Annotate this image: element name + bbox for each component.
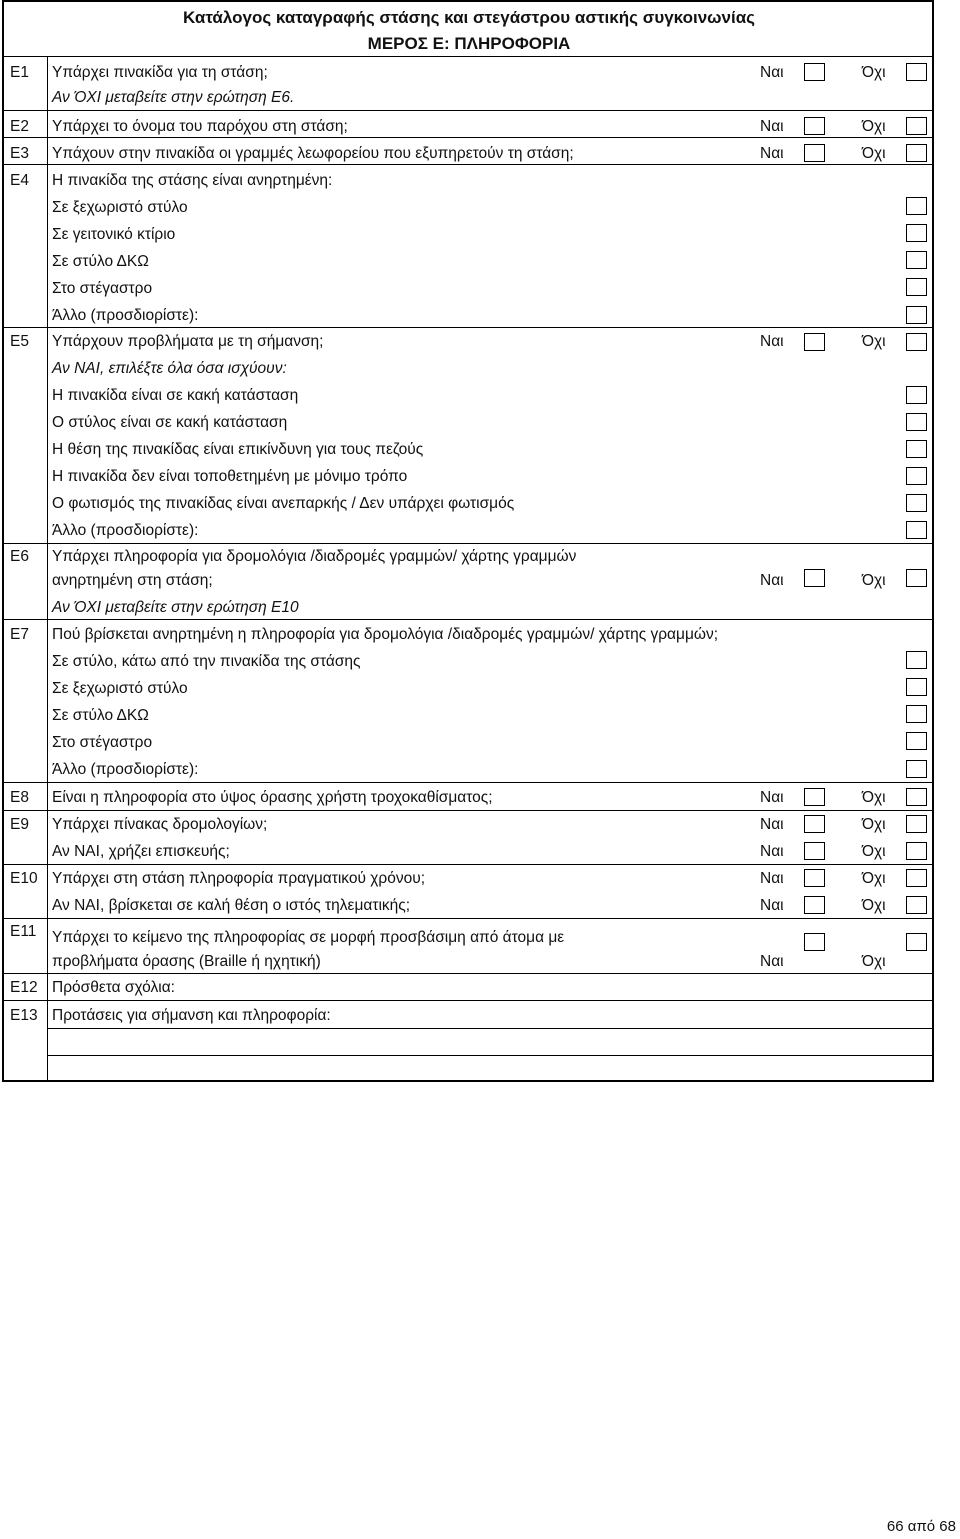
code-e7: Ε7 [10, 626, 29, 643]
e5-option: Ο στύλος είναι σε κακή κατάσταση [52, 414, 288, 431]
e5-option-checkbox[interactable] [906, 467, 927, 485]
form-title: Κατάλογος καταγραφής στάσης και στεγάστρου αστικής συγκοινωνίας [182, 8, 755, 27]
survey-form [2, 0, 934, 1082]
e4-option: Σε στύλο ΔΚΩ [52, 253, 149, 270]
e5-option: Η πινακίδα δεν είναι τοποθετημένη με μόνιμο τρόπο [52, 468, 408, 485]
question-e10-sub: Αν ΝΑΙ, βρίσκεται σε καλή θέση ο ιστός τηλεματικής; [52, 897, 411, 914]
code-e10: Ε10 [10, 870, 38, 887]
e6-note: Αν ΌΧΙ μεταβείτε στην ερώτηση Ε10 [52, 599, 299, 616]
e9-sub-no-checkbox[interactable] [906, 842, 927, 860]
e3-no-checkbox[interactable] [906, 144, 927, 162]
question-e6-line1: Υπάρχει πληροφορία για δρομολόγια /διαδρομές γραμμών/ χάρτης γραμμών [52, 548, 577, 565]
question-e2: Υπάρχει το όνομα του παρόχου στη στάση; [52, 118, 348, 135]
no-label: Όχι [862, 118, 886, 135]
e9-no-checkbox[interactable] [906, 815, 927, 833]
code-e4: Ε4 [10, 172, 29, 189]
e5-option: Η πινακίδα είναι σε κακή κατάσταση [52, 387, 299, 404]
row-divider [4, 810, 934, 811]
column-divider [47, 56, 48, 1082]
e3-yes-checkbox[interactable] [804, 144, 825, 162]
question-e4: Η πινακίδα της στάσης είναι ανηρτημένη: [52, 172, 333, 189]
e6-no-checkbox[interactable] [906, 569, 927, 587]
code-e1: Ε1 [10, 64, 29, 81]
e4-option: Σε ξεχωριστό στύλο [52, 199, 188, 216]
row-divider [4, 1000, 934, 1001]
e1-yes-checkbox[interactable] [804, 63, 825, 81]
question-e5: Υπάρχουν προβλήματα με τη σήμανση; [52, 333, 324, 350]
no-label: Όχι [862, 816, 886, 833]
section-title: ΜΕΡΟΣ Ε: ΠΛΗΡΟΦΟΡΙΑ [367, 34, 571, 53]
e4-option-checkbox[interactable] [906, 278, 927, 296]
e8-yes-checkbox[interactable] [804, 788, 825, 806]
e2-yes-checkbox[interactable] [804, 117, 825, 135]
question-e3: Υπάχουν στην πινακίδα οι γραμμές λεωφορείου που εξυπηρετούν τη στάση; [52, 145, 574, 162]
yes-label: Ναι [760, 789, 784, 806]
row-divider [4, 864, 934, 865]
yes-label: Ναι [760, 897, 784, 914]
page-number: 66 από 68 [886, 1518, 956, 1535]
no-label: Όχι [862, 953, 886, 970]
e4-option: Σε γειτονικό κτίριο [52, 226, 176, 243]
e9-yes-checkbox[interactable] [804, 815, 825, 833]
code-e11: Ε11 [10, 923, 37, 940]
yes-label: Ναι [760, 333, 784, 350]
code-e8: Ε8 [10, 789, 29, 806]
row-divider [4, 327, 934, 328]
e10-sub-no-checkbox[interactable] [906, 896, 927, 914]
row-divider [4, 973, 934, 974]
e7-option-checkbox[interactable] [906, 705, 927, 723]
code-e2: Ε2 [10, 118, 29, 135]
yes-label: Ναι [760, 572, 784, 589]
suggestions-line-1[interactable] [48, 1029, 934, 1055]
e1-no-checkbox[interactable] [906, 63, 927, 81]
e8-no-checkbox[interactable] [906, 788, 927, 806]
e5-option-other-checkbox[interactable] [906, 521, 927, 539]
e6-yes-checkbox[interactable] [804, 569, 825, 587]
e7-option-other: Άλλο (προσδιορίστε): [52, 761, 199, 778]
e9-sub-yes-checkbox[interactable] [804, 842, 825, 860]
question-e1: Υπάρχει πινακίδα για τη στάση; [52, 64, 268, 81]
yes-label: Ναι [760, 843, 784, 860]
question-e7: Πού βρίσκεται ανηρτημένη η πληροφορία για δρομολόγια /διαδρομές γραμμών/ χάρτης γραμμών; [52, 626, 719, 643]
e5-note: Αν ΝΑΙ, επιλέξτε όλα όσα ισχύουν: [52, 360, 287, 377]
code-e5: Ε5 [10, 333, 29, 350]
question-e11-line1: Υπάρχει το κείμενο της πληροφορίας σε μορφή προσβάσιμη από άτομα με [52, 929, 565, 946]
no-label: Όχι [862, 572, 886, 589]
e10-no-checkbox[interactable] [906, 869, 927, 887]
no-label: Όχι [862, 64, 886, 81]
row-divider [4, 782, 934, 783]
e4-option-checkbox[interactable] [906, 197, 927, 215]
e5-option-checkbox[interactable] [906, 440, 927, 458]
question-e8: Είναι η πληροφορία στο ύψος όρασης χρήστη τροχοκαθίσματος; [52, 789, 493, 806]
yes-label: Ναι [760, 64, 784, 81]
e5-yes-checkbox[interactable] [804, 333, 825, 351]
e5-option-checkbox[interactable] [906, 413, 927, 431]
e11-yes-checkbox[interactable] [804, 933, 825, 951]
row-divider [4, 543, 934, 544]
row-divider [4, 164, 934, 165]
no-label: Όχι [862, 789, 886, 806]
no-label: Όχι [862, 897, 886, 914]
question-e11-line2: προβλήματα όρασης (Braille ή ηχητική) [52, 953, 321, 970]
row-divider [4, 137, 934, 138]
no-label: Όχι [862, 333, 886, 350]
row-divider [4, 918, 934, 919]
e10-yes-checkbox[interactable] [804, 869, 825, 887]
e5-option-other: Άλλο (προσδιορίστε): [52, 522, 199, 539]
code-e13: Ε13 [10, 1007, 38, 1024]
no-label: Όχι [862, 843, 886, 860]
e7-option: Σε στύλο, κάτω από την πινακίδα της στάσης [52, 653, 361, 670]
yes-label: Ναι [760, 118, 784, 135]
e7-option-other-checkbox[interactable] [906, 760, 927, 778]
code-e12: Ε12 [10, 979, 38, 996]
question-e9-sub: Αν ΝΑΙ, χρήζει επισκευής; [52, 843, 230, 860]
e5-no-checkbox[interactable] [906, 333, 927, 351]
question-e10: Υπάρχει στη στάση πληροφορία πραγματικού χρόνου; [52, 870, 425, 887]
question-e12: Πρόσθετα σχόλια: [52, 979, 175, 996]
yes-label: Ναι [760, 816, 784, 833]
yes-label: Ναι [760, 145, 784, 162]
yes-label: Ναι [760, 870, 784, 887]
e7-option-checkbox[interactable] [906, 651, 927, 669]
e7-option-checkbox[interactable] [906, 678, 927, 696]
e5-option-checkbox[interactable] [906, 386, 927, 404]
e1-note: Αν ΌΧΙ μεταβείτε στην ερώτηση Ε6. [52, 89, 295, 106]
e7-option-checkbox[interactable] [906, 732, 927, 750]
e4-option-checkbox[interactable] [906, 251, 927, 269]
e2-no-checkbox[interactable] [906, 117, 927, 135]
question-e9: Υπάρχει πίνακας δρομολογίων; [52, 816, 268, 833]
e4-option-other: Άλλο (προσδιορίστε): [52, 307, 199, 324]
no-label: Όχι [862, 145, 886, 162]
yes-label: Ναι [760, 953, 784, 970]
code-e6: Ε6 [10, 548, 29, 565]
suggestions-line-2[interactable] [48, 1056, 934, 1082]
e7-option: Σε ξεχωριστό στύλο [52, 680, 188, 697]
e10-sub-yes-checkbox[interactable] [804, 896, 825, 914]
e4-option: Στο στέγαστρο [52, 280, 153, 297]
code-e3: Ε3 [10, 145, 29, 162]
question-e6-line2: ανηρτημένη στη στάση; [52, 572, 213, 589]
e7-option: Στο στέγαστρο [52, 734, 153, 751]
row-divider [4, 110, 934, 111]
row-divider [4, 56, 934, 57]
no-label: Όχι [862, 870, 886, 887]
code-e9: Ε9 [10, 816, 29, 833]
e11-no-checkbox[interactable] [906, 933, 927, 951]
question-e13: Προτάσεις για σήμανση και πληροφορία: [52, 1007, 331, 1024]
e5-option: Ο φωτισμός της πινακίδας είναι ανεπαρκής / Δεν υπάρχει φωτισμός [52, 495, 515, 512]
e7-option: Σε στύλο ΔΚΩ [52, 707, 149, 724]
e4-option-other-checkbox[interactable] [906, 306, 927, 324]
row-divider [4, 619, 934, 620]
e5-option: Η θέση της πινακίδας είναι επικίνδυνη για τους πεζούς [52, 441, 424, 458]
e5-option-checkbox[interactable] [906, 494, 927, 512]
e4-option-checkbox[interactable] [906, 224, 927, 242]
